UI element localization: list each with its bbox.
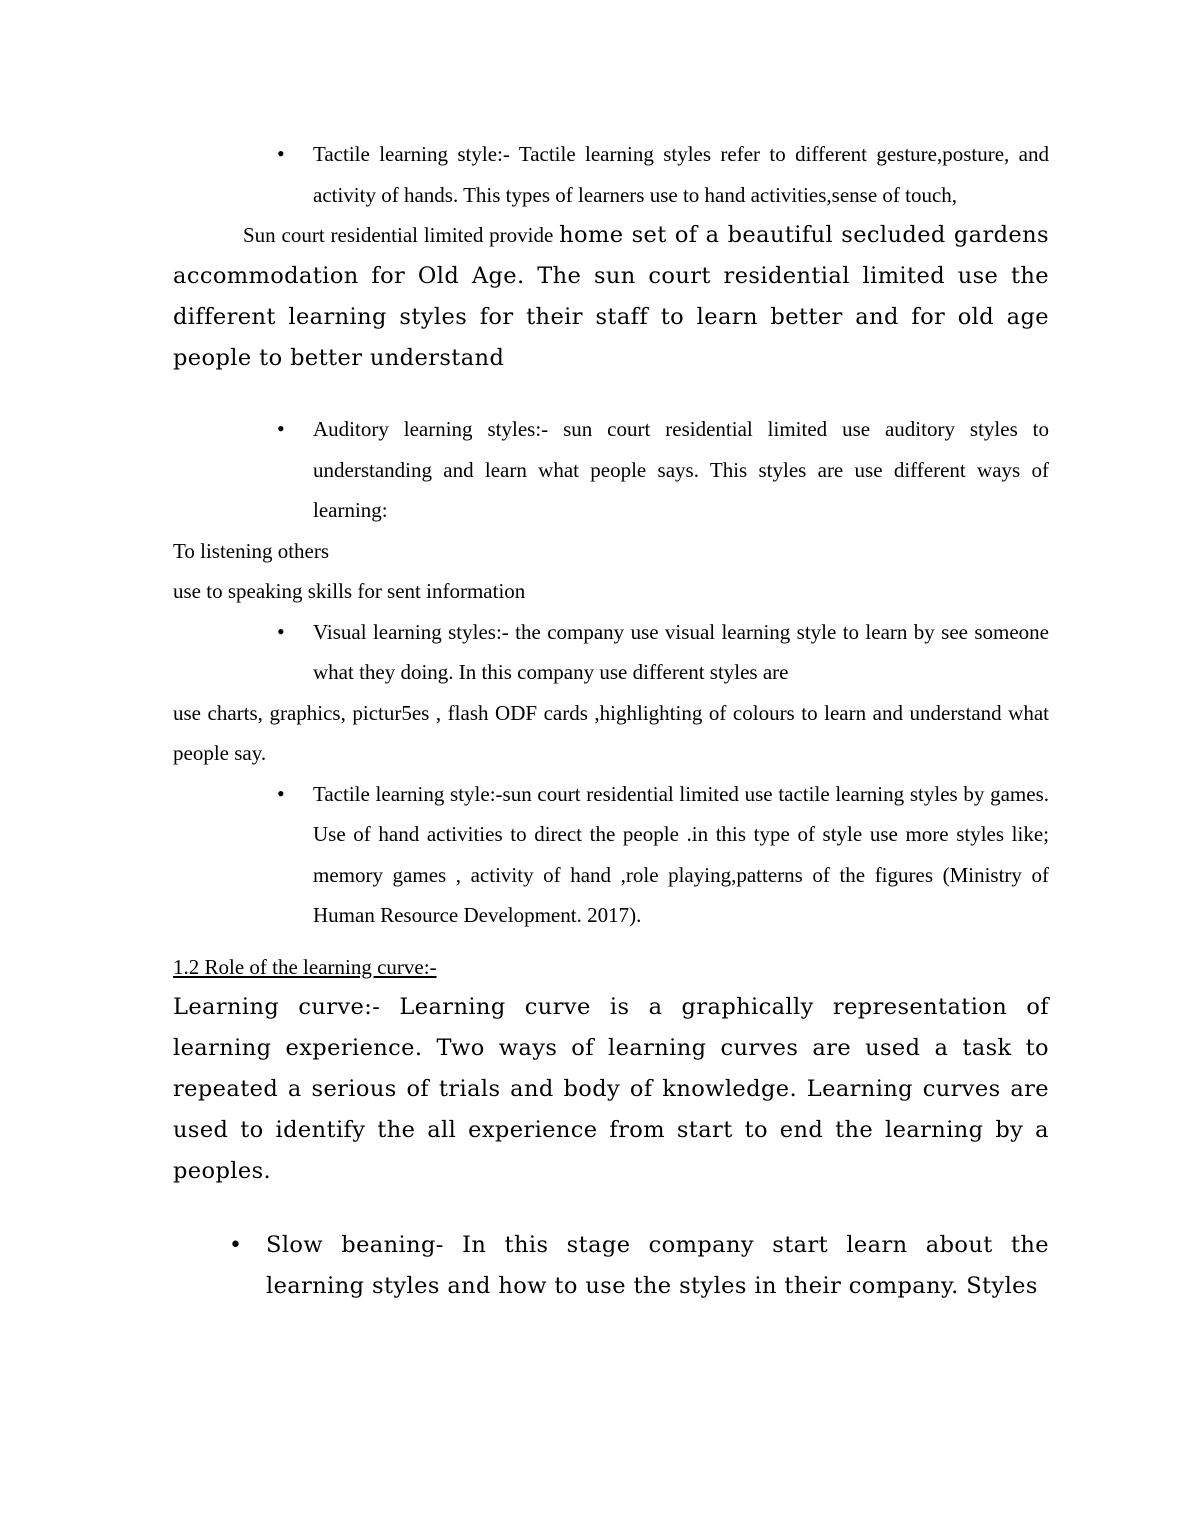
list-item-tactile-games <box>277 774 1049 936</box>
paragraph-suncourt-intro <box>173 215 1049 379</box>
list-item-auditory <box>277 409 1049 531</box>
list-item-text: Visual learning styles:- the company use visual learning style to learn by see someone what they doing. In this company use different styles are <box>313 619 1049 684</box>
list-item-text: Tactile learning style:-sun court residential limited use tactile learning styles by games. Use of hand activities to direct the people .in this type of style use more styles like; memory games , activity of hand ,role playing,patterns of the figures (Ministry of Human Resource Development. 2017). <box>313 781 1049 927</box>
bullet-icon: • <box>277 141 285 166</box>
list-item-text: Auditory learning styles:- sun court residential limited use auditory styles to understanding and learn what people says. This styles are use different ways of learning: <box>313 417 1049 522</box>
paragraph-text-small: Sun court residential limited provide <box>243 223 560 247</box>
line-speaking: use to speaking skills for sent information <box>173 579 526 603</box>
line-listening: To listening others <box>173 538 330 563</box>
list-item-text: Tactile learning style:- Tactile learning styles refer to different gesture,posture, and activity of hands. This types of learners use to hand activities,sense of touch, <box>313 142 1049 207</box>
list-item-visual <box>277 612 1049 693</box>
paragraph-visual-continued: use charts, graphics, pictur5es , flash ODF cards ,highlighting of colours to learn and understand what people say. <box>173 700 1049 765</box>
bullet-icon: • <box>277 416 285 441</box>
list-item-tactile-intro <box>277 134 1049 215</box>
bullet-icon: • <box>277 780 285 806</box>
section-heading: 1.2 Role of the learning curve:- <box>173 954 437 979</box>
paragraph-text-large: home set of a beautiful secluded gardens accommodation for Old Age. The sun court residential limited use the different learning styles for their staff to learn better and for old age people to better understand <box>173 222 1049 371</box>
list-item-text: Slow beaning- In this stage company start learn about the learning styles and how to use the styles in their company. Styles <box>266 1232 1049 1299</box>
paragraph-learning-curve: Learning curve:- Learning curve is a graphically representation of learning experience. Two ways of learning curves are used a task to repeated a serious of trials and body of knowledge. Learning curves are used to identify the all experience from start to end the learning by a peoples. <box>173 994 1049 1184</box>
document-body <box>173 134 1049 1307</box>
bullet-icon: • <box>277 618 285 644</box>
list-item-slow-beaning <box>229 1225 1049 1307</box>
bullet-icon: • <box>229 1233 243 1258</box>
